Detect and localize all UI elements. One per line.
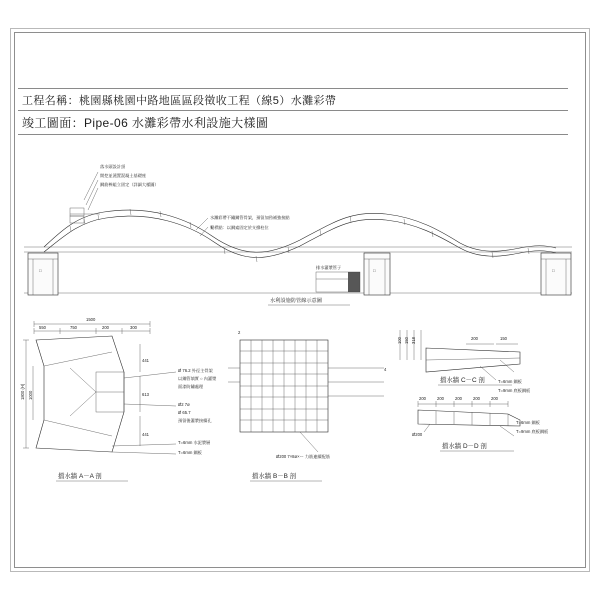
dd-dim-2: 200 xyxy=(437,396,444,401)
dd-note-2: T=9mm 底板鋼板 xyxy=(516,429,549,434)
pier-right xyxy=(541,253,571,295)
callout-mid-2: 繫桿點：以鋼索固定於支撐柱位 xyxy=(210,225,269,230)
aa-dim-left-1: 1800 (H) xyxy=(20,383,25,400)
dd-note-1: T=6mm 鋼板 xyxy=(516,420,540,425)
section-bb-title: 擋水牆 B－B 剖 xyxy=(252,473,297,480)
aa-dim-right-2: 613 xyxy=(142,392,149,397)
cc-note-2: T=9mm 底板鋼板 xyxy=(498,388,531,393)
section-aa xyxy=(20,317,217,481)
aa-note-7: T=6mm 水泥漿層 xyxy=(178,440,211,445)
cc-dim-2: 150 xyxy=(404,337,409,344)
aa-note-6: 預留後灌漿接續孔 xyxy=(178,418,212,423)
callout-pipe: 排水灌漿管子 xyxy=(316,265,342,270)
aa-dim-1500: 1500 xyxy=(86,317,96,322)
aa-note-5: Ø 65.7 xyxy=(178,410,191,415)
section-bb xyxy=(228,330,387,481)
aa-note-3: 面漆防鏽處理 xyxy=(178,384,204,389)
section-cc xyxy=(397,330,531,394)
section-aa-title: 擋水牆 A－A 剖 xyxy=(58,473,102,480)
callout-mid-1: 水灘彩帶不鏽鋼管骨架，預留加勁補強接點 xyxy=(210,215,290,220)
elevation-view xyxy=(24,163,572,305)
aa-note-1: Ø 76.2 外徑主骨架 xyxy=(178,368,213,373)
callout-top-3: 鋼筋棒組立固定（詳細大樣圖） xyxy=(100,182,159,187)
section-cc-title: 擋水牆 C－C 剖 xyxy=(440,377,485,384)
dd-dim-4: 200 xyxy=(473,396,480,401)
aa-note-4: Ø2 7ø xyxy=(178,402,190,407)
aa-dim-200: 200 xyxy=(102,325,109,330)
dd-dim-1: 200 xyxy=(419,396,426,401)
cc-dim-1: 100 xyxy=(397,337,402,344)
section-dd xyxy=(412,396,549,451)
callout-top-2: 開挖並澆置混凝土基礎座 xyxy=(100,173,147,178)
project-title: 工程名稱：桃園縣桃園中路地區區段徵收工程（線5）水灘彩帶 xyxy=(22,95,337,107)
pipe-detail xyxy=(316,264,360,292)
aa-dim-550: 550 xyxy=(39,325,46,330)
cc-note-1: T=6mm 鋼板 xyxy=(498,379,522,384)
pier-left xyxy=(28,253,58,295)
dd-dim-5: 200 xyxy=(491,396,498,401)
elevation-detail-label: 水利設施防管線示意圖 xyxy=(270,298,322,304)
aa-note-2: 以鋼管填實 ○ 內灌漿 xyxy=(178,376,217,381)
aa-dim-right-1: 441 xyxy=(142,358,149,363)
bb-tag-left: 2 xyxy=(238,330,241,335)
cc-dim-top-2: 150 xyxy=(500,336,507,341)
aa-dim-300: 300 xyxy=(130,325,137,330)
aa-dim-right-3: 441 xyxy=(142,432,149,437)
pier-center xyxy=(364,253,390,295)
dd-note-3: Ø200 xyxy=(412,432,423,437)
cc-dim-3: 318 xyxy=(411,337,416,344)
callout-top-1: 落水頭設計頂 xyxy=(100,164,126,169)
sheet-title: 竣工圖面：Pipe-06 水灘彩帶水利設施大樣圖 xyxy=(22,116,269,130)
aa-dim-750: 750 xyxy=(70,325,77,330)
aa-note-8: T=6mm 鋼板 xyxy=(178,450,202,455)
cc-dim-top-1: 200 xyxy=(471,336,478,341)
aa-dim-left-2: 1000 xyxy=(28,390,33,400)
bb-tag-right: 4 xyxy=(384,367,387,372)
bb-note: Ø200 7×8ø×ー 力筋連續配筋 xyxy=(276,454,330,459)
section-dd-title: 擋水牆 D－D 剖 xyxy=(442,443,487,450)
svg-text:□: □ xyxy=(552,268,555,273)
svg-text:□: □ xyxy=(39,268,42,273)
svg-text:□: □ xyxy=(373,268,376,273)
dd-dim-3: 200 xyxy=(455,396,462,401)
